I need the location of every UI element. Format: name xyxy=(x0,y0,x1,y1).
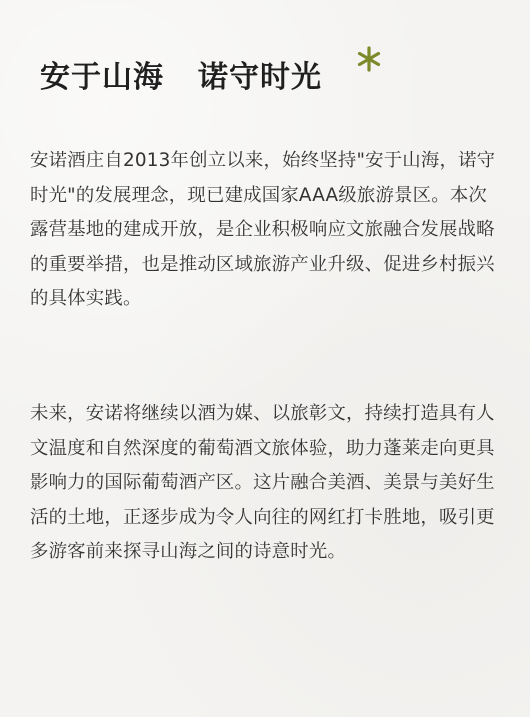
sparkle-star-icon xyxy=(356,46,382,72)
page-title xyxy=(40,58,322,98)
paragraph-intro: 安诺酒庄自2013年创立以来，始终坚持"安于山海，诺守时光"的发展理念，现已建成国家AAA级旅游景区。本次露营基地的建成开放，是企业积极响应文旅融合发展战略的重要举措，也是推动区域旅游产业升级、促进乡村振兴的具体实践。 xyxy=(30,150,496,310)
title-part-1: 安于山海 xyxy=(40,60,164,95)
paragraph-future: 未来，安诺将继续以酒为媒、以旅彰文，持续打造具有人文温度和自然深度的葡萄酒文旅体验，助力蓬莱走向更具影响力的国际葡萄酒产区。这片融合美酒、美景与美好生活的土地，正逐步成为令人向往的网红打卡胜地，吸引更多游客前来探寻山海之间的诗意时光。 xyxy=(30,403,495,563)
title-part-2: 诺守时光 xyxy=(198,60,322,95)
